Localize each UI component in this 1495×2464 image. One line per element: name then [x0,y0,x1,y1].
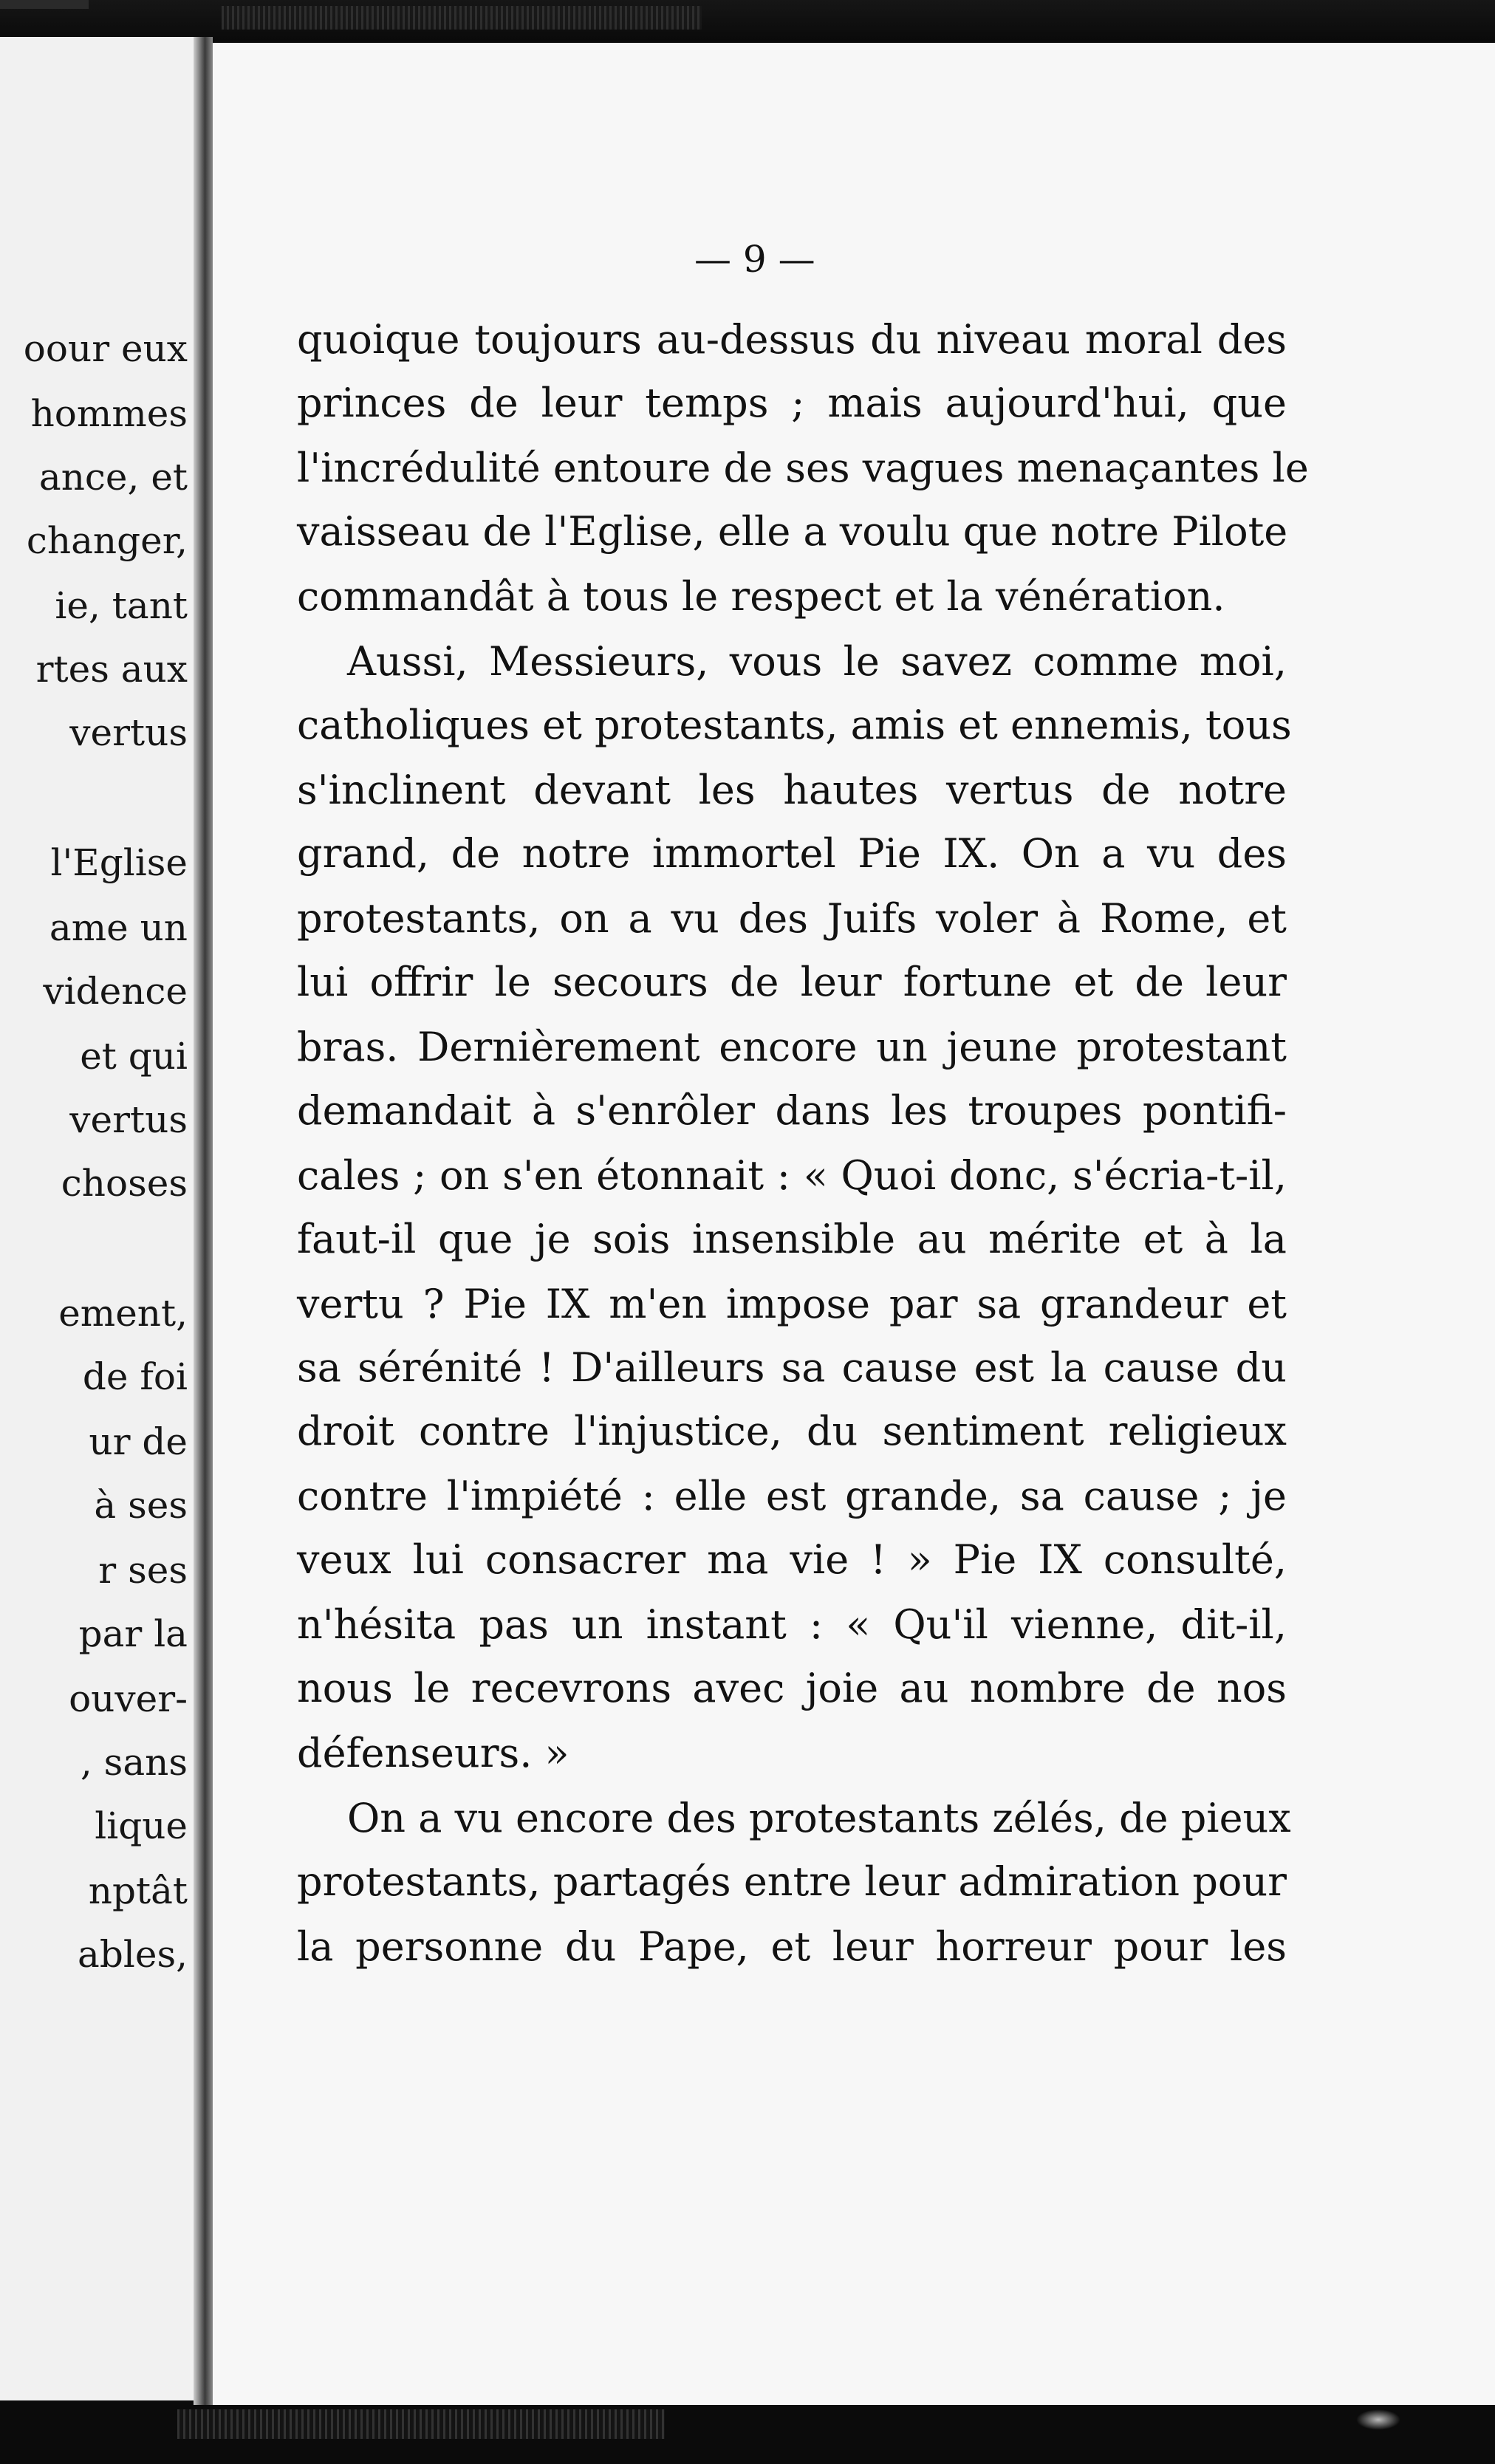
text-line: On a vu encore des protestants zélés, de pieux [347,1795,1291,1841]
text-line: Aussi, Messieurs, vous le savez comme moi, [347,638,1287,685]
left-page-line: à ses [94,1484,188,1527]
text-line: commandât à tous le respect et la vénération. [297,573,1225,620]
text-line: droit contre l'injustice, du sentiment religieux [297,1408,1287,1454]
left-page-line: vertus [69,711,188,754]
left-page-line: choses [61,1162,188,1205]
left-page-line: par la [78,1612,188,1655]
left-page-line: vertus [69,1098,188,1141]
left-page-line: hommes [30,392,188,435]
left-page-line: oour eux [23,327,188,370]
text-line: demandait à s'enrôler dans les troupes pontifi- [297,1087,1287,1134]
left-page-line: rtes aux [35,648,188,691]
left-page-line: lique [95,1804,188,1847]
text-line: grand, de notre immortel Pie IX. On a vu des [297,830,1287,877]
text-line: l'incrédulité entoure de ses vagues menaçantes le [297,445,1309,491]
left-page-line: , sans [80,1741,188,1784]
page-number: — 9 — [694,238,815,281]
left-page-line: ement, [58,1292,188,1335]
text-line: bras. Dernièrement encore un jeune protestant [297,1024,1287,1070]
left-page-line: ame un [49,906,188,949]
scan-top-corner [0,0,89,9]
text-line: princes de leur temps ; mais aujourd'hui, que [297,380,1287,426]
left-page-line: et qui [80,1035,188,1078]
text-line: contre l'impiété : elle est grande, sa cause ; je [297,1473,1287,1519]
scan-top-border [0,0,1495,41]
text-line: nous le recevrons avec joie au nombre de nos [297,1665,1287,1711]
left-page-line: ie, tant [55,584,188,627]
left-page-line: de foi [82,1355,188,1398]
text-line: vertu ? Pie IX m'en impose par sa grandeur et [297,1281,1287,1327]
scan-smudge [1356,2409,1400,2430]
text-line: la personne du Pape, et leur horreur pour les [297,1923,1287,1970]
left-page-fragment [0,37,198,2400]
text-line: lui offrir le secours de leur fortune et de leur [297,959,1287,1005]
left-page-line: nptât [88,1869,188,1912]
scan-bottom-border [0,2405,1495,2464]
left-page-line: ouver- [69,1677,188,1720]
scan-bottom-speckle [177,2409,665,2439]
text-line: faut-il que je sois insensible au mérite et à la [297,1216,1287,1262]
text-line: défenseurs. » [297,1730,569,1776]
text-line: veux lui consacrer ma vie ! » Pie IX consulté, [297,1536,1287,1583]
book-gutter [194,37,213,2408]
left-page-line: vidence [43,970,188,1013]
text-line: quoique toujours au-dessus du niveau moral des [297,316,1287,363]
text-line: cales ; on s'en étonnait : « Quoi donc, s'écria-t-il, [297,1152,1287,1199]
left-page-line: ables, [78,1933,188,1976]
text-line: catholiques et protestants, amis et ennemis, tous [297,702,1292,748]
left-page-line: ur de [89,1420,188,1463]
text-line: sa sérénité ! D'ailleurs sa cause est la cause du [297,1344,1287,1391]
scan-top-speckle [222,6,702,30]
text-line: protestants, on a vu des Juifs voler à Rome, et [297,895,1287,942]
left-page-line: l'Eglise [50,841,188,884]
text-line: s'inclinent devant les hautes vertus de notre [297,767,1287,813]
text-line: n'hésita pas un instant : « Qu'il vienne, dit-il, [297,1601,1287,1648]
left-page-line: changer, [26,519,188,562]
left-page-line: r ses [98,1549,188,1592]
left-page-line: ance, et [38,456,188,499]
text-line: protestants, partagés entre leur admiration pour [297,1858,1287,1905]
text-line: vaisseau de l'Eglise, elle a voulu que notre Pilote [297,508,1288,555]
